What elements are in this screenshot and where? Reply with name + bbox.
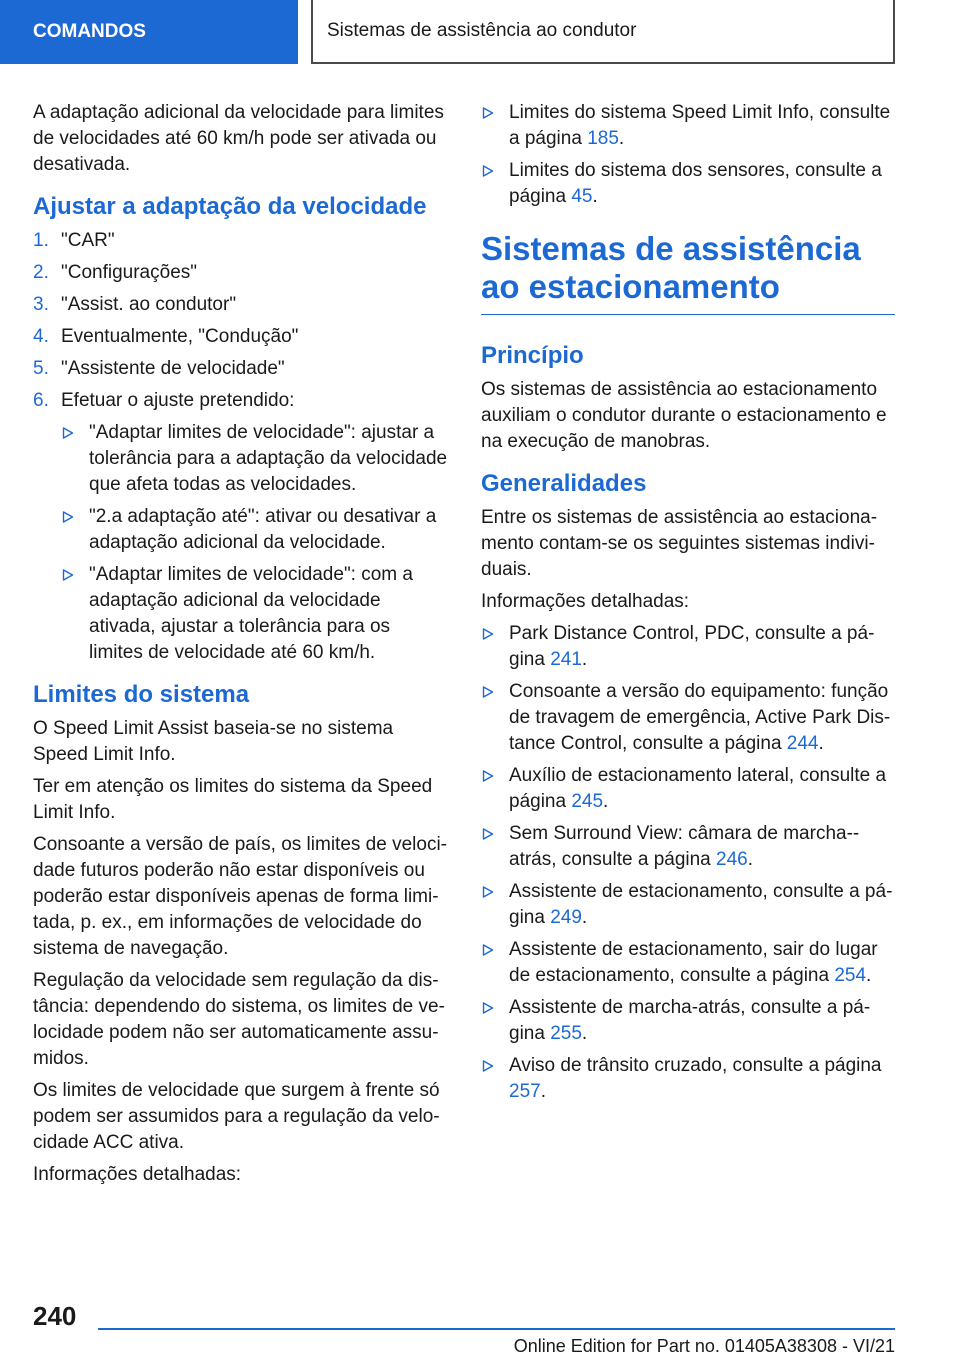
reference-end: . (581, 649, 588, 670)
reference-item (481, 879, 895, 931)
step-text: Eventualmente, "Condução" (61, 326, 299, 347)
limits-paragraph: Ter em atenção os limites do sistema da Speed Limit Info. (33, 776, 433, 823)
reference-item (481, 995, 895, 1047)
triangle-bullet-icon (482, 1002, 494, 1014)
step-number: 5. (33, 358, 49, 379)
substep-text: "Adaptar limites de velocidade": com a adaptação adicional da velocidade ativada, ajustar a tolerância para os limites de velocidade até 60 km/h. (89, 564, 413, 663)
reference-item (481, 821, 895, 873)
reference-item (481, 1053, 895, 1105)
reference-end: . (866, 965, 872, 986)
substep-item (61, 420, 448, 498)
triangle-bullet-icon (482, 165, 494, 177)
details-label: Informações detalhadas: (481, 591, 690, 612)
triangle-bullet-icon (482, 1060, 494, 1072)
limits-paragraph: Regulação da velocidade sem regulação da distância: dependendo do sistema, os limites de velocidade podem não ser automaticamente assumidos. (33, 970, 445, 1069)
reference-end: . (540, 1081, 546, 1102)
reference-text: Assistente de marcha-atrás, consulte a página (509, 997, 871, 1044)
general-paragraph: Entre os sistemas de assistência ao estacionamento contam-se os seguintes sistemas individuais. (481, 507, 878, 580)
page-link[interactable]: 244 (786, 733, 819, 754)
reference-text: Limites do sistema Speed Limit Info, consulte a página (509, 102, 891, 149)
step-item (33, 260, 448, 286)
triangle-bullet-icon (482, 886, 494, 898)
intro-paragraph: A adaptação adicional da velocidade para limites de velocidades até 60 km/h pode ser ativada ou desativada. (33, 102, 444, 175)
reference-end: . (603, 791, 609, 812)
page-link[interactable]: 257 (509, 1081, 541, 1102)
substep-text: "Adaptar limites de velocidade": ajustar a tolerância para a adaptação da velocidade que afeta todas as velocidades. (89, 422, 448, 495)
reference-text: Consoante a versão do equipamento: função de travagem de emergência, Active Park Distance Control, consulte a página (509, 681, 891, 754)
limits-paragraph: Informações detalhadas: (33, 1164, 242, 1185)
triangle-bullet-icon (482, 628, 494, 640)
triangle-bullet-icon (482, 828, 494, 840)
step-item (33, 388, 448, 666)
reference-item (481, 937, 895, 989)
step-number: 2. (33, 262, 49, 283)
step-item (33, 324, 448, 350)
triangle-bullet-icon (62, 511, 74, 523)
reference-item (481, 679, 895, 757)
reference-end: . (581, 1023, 588, 1044)
step-text: "Assist. ao condutor" (61, 294, 237, 315)
page-link[interactable]: 249 (550, 907, 582, 928)
reference-end: . (592, 186, 598, 207)
footer-edition: Online Edition for Part no. 01405A38308 - VI/21 (513, 1336, 895, 1356)
step-number: 1. (33, 230, 49, 251)
limits-paragraph: O Speed Limit Assist baseia-se no sistema Speed Limit Info. (33, 718, 394, 765)
principle-heading: Princípio (481, 342, 584, 369)
page-link[interactable]: 245 (571, 791, 604, 812)
substep-item (61, 504, 448, 556)
step-text: Efetuar o ajuste pretendido: (61, 390, 295, 411)
triangle-bullet-icon (62, 569, 74, 581)
page-link[interactable]: 246 (716, 849, 748, 870)
triangle-bullet-icon (482, 107, 494, 119)
chapter-header (311, 0, 895, 64)
reference-text: Limites do sistema dos sensores, consulte a página (509, 160, 882, 207)
step-item (33, 228, 448, 254)
main-section-title: Sistemas de assistência ao estacionamento (481, 230, 895, 315)
reference-end: . (618, 128, 625, 149)
parking-system-refs (481, 621, 895, 1105)
reference-text: Sem Surround View: câmara de marcha-atrás, consulte a página (509, 823, 860, 870)
substep-text: "2.a adaptação até": ativar ou desativar a adaptação adicional da velocidade. (89, 506, 437, 553)
page-link[interactable]: 254 (834, 965, 867, 986)
triangle-bullet-icon (482, 770, 494, 782)
reference-text: Park Distance Control, PDC, consulte a página (509, 623, 875, 670)
triangle-bullet-icon (62, 427, 74, 439)
page-link[interactable]: 185 (587, 128, 619, 149)
step-number: 3. (33, 294, 49, 315)
limits-heading: Limites do sistema (33, 681, 250, 708)
reference-text: Assistente de estacionamento, sair do lugar de estacionamento, consulte a página (509, 939, 878, 986)
reference-item (481, 100, 895, 152)
reference-text: Assistente de estacionamento, consulte a página (509, 881, 893, 928)
substep-list (61, 420, 448, 666)
right-column (481, 100, 895, 1111)
reference-text: Aviso de trânsito cruzado, consulte a página (509, 1055, 882, 1076)
page-link[interactable]: 255 (550, 1023, 582, 1044)
page-number: 240 (33, 1301, 77, 1331)
reference-end: . (747, 849, 754, 870)
reference-text: Auxílio de estacionamento lateral, consulte a página (509, 765, 887, 812)
step-number: 4. (33, 326, 49, 347)
adjust-heading: Ajustar a adaptação da velocidade (33, 193, 427, 220)
left-column (33, 100, 448, 1194)
general-heading: Generalidades (481, 470, 647, 497)
footer-divider (98, 1328, 895, 1330)
section-tab (0, 0, 298, 64)
triangle-bullet-icon (482, 944, 494, 956)
adjust-steps (33, 228, 448, 666)
step-number: 6. (33, 390, 49, 411)
principle-paragraph: Os sistemas de assistência ao estacionamento auxiliam o condutor durante o estacionamento e na execução de manobras. (481, 379, 887, 452)
step-text: "CAR" (61, 230, 115, 251)
step-text: "Assistente de velocidade" (61, 358, 285, 379)
step-item (33, 356, 448, 382)
page-link[interactable]: 45 (571, 186, 593, 207)
reference-item (481, 158, 895, 210)
step-text: "Configurações" (61, 262, 198, 283)
reference-item (481, 621, 895, 673)
reference-end: . (581, 907, 588, 928)
step-item (33, 292, 448, 318)
reference-item (481, 763, 895, 815)
limits-paragraph: Consoante a versão de país, os limites de velocidade futuros poderão não estar disponíveis ou poderão estar disponíveis apenas de forma limitada, p. ex., em informações de velocidade do sistema de navegação. (33, 834, 447, 959)
page-link[interactable]: 241 (550, 649, 582, 670)
chapter-title: Sistemas de assistência ao condutor (327, 20, 637, 41)
substep-item (61, 562, 448, 666)
section-label: COMANDOS (33, 21, 146, 42)
triangle-bullet-icon (482, 686, 494, 698)
reference-end: . (818, 733, 824, 754)
limits-paragraph: Os limites de velocidade que surgem à frente só podem ser assumidos para a regulação da velocidade ACC ativa. (33, 1080, 440, 1153)
system-limits-refs (481, 100, 895, 210)
